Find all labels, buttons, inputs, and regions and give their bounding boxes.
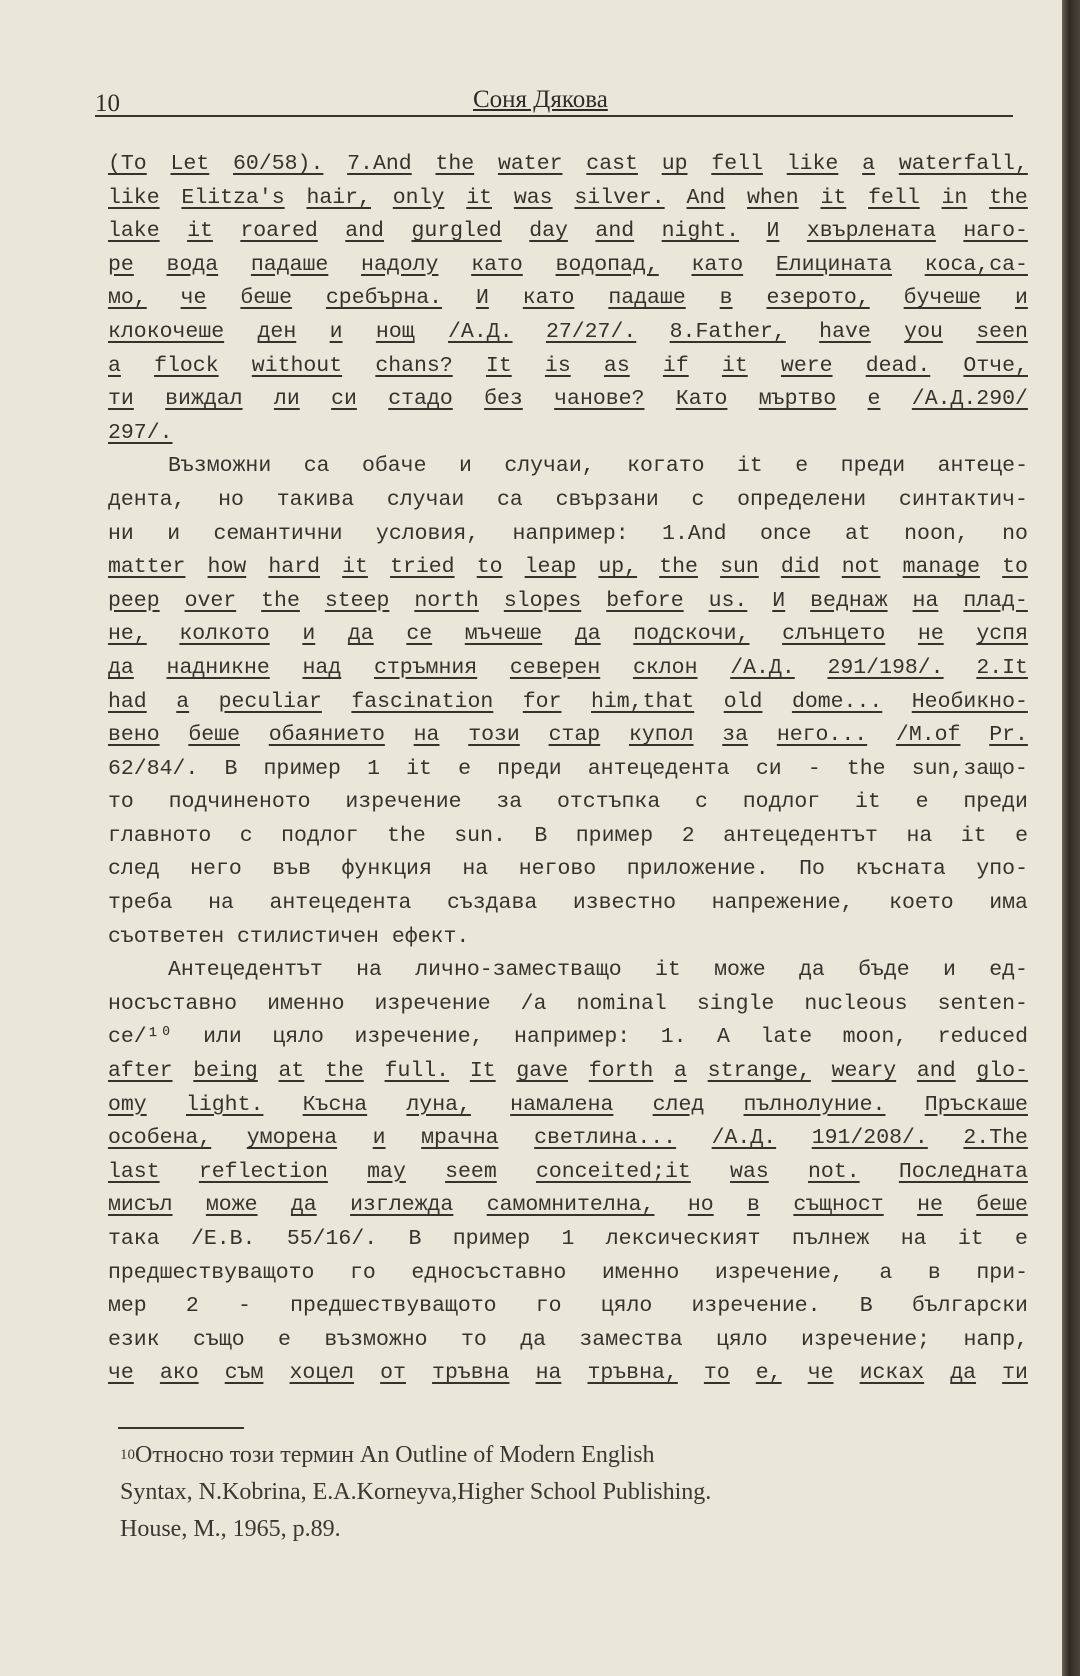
text-line: така /Е.В. 55/16/. В пример 1 лексическият пълнеж на it е: [108, 1227, 1028, 1251]
paragraph: [108, 450, 1028, 954]
text-line: Антецедентът на лично-заместващо it може да бъде и ед-: [168, 958, 1028, 983]
text-line: мо, че беше сребърна. И като падаше в езерото, бучеше и: [108, 286, 1028, 311]
paragraph: [108, 954, 1028, 1391]
text-line: like Elitza's hair, only it was silver. And when it fell in the: [108, 185, 1028, 210]
text-line: особена, уморена и мрачна светлина... /А.Д. 191/208/. 2.The: [108, 1126, 1028, 1151]
text-line: носъставно именно изречение /a nominal single nucleous senten-: [108, 991, 1028, 1016]
text-line: че ако съм хоцел от тръвна на тръвна, то е, че исках да ти: [108, 1361, 1028, 1386]
text-line: дента, но такива случаи са свързани с определени синтактич-: [108, 487, 1028, 512]
text-line: ни и семантични условия, например: 1.And once at noon, no: [108, 521, 1028, 546]
text-line: lake it roared and gurgled day and night. И хвърлената наго-: [108, 219, 1028, 244]
text-line: a flock without chans? It is as if it were dead. Отче,: [108, 353, 1028, 378]
text-line: треба на антецедента създава известно напрежение, което има: [108, 891, 1028, 916]
text-line: то подчиненото изречение за отстъпка с подлог it е преди: [108, 790, 1028, 815]
text-line: клокочеше ден и нощ /А.Д. 27/27/. 8.Father, have you seen: [108, 319, 1028, 344]
text-line: 297/.: [108, 420, 173, 445]
text-line: главното с подлог the sun. В пример 2 антецедентът на it е: [108, 823, 1028, 848]
page-number: 10: [95, 90, 120, 117]
text-line: 62/84/. В пример 1 it е преди антецедента си - the sun,защо-: [108, 756, 1028, 781]
text-line: вено беше обаянието на този стар купол за него... /M.of Pr.: [108, 723, 1028, 748]
text-line: съответен стилистичен ефект.: [108, 924, 470, 949]
text-line: език също е възможно то да замества цяло изречение; напр,: [108, 1327, 1028, 1352]
text-line: след него във функция на негово приложение. По късната упо-: [108, 857, 1028, 882]
paragraph: [108, 148, 1028, 450]
text-line: after being at the full. It gave forth a strange, weary and glo-: [108, 1059, 1028, 1084]
text-line: мисъл може да изглежда самомнителна, но в същност не беше: [108, 1193, 1028, 1218]
text-line: had a peculiar fascination for him,that old dome... Необикно-: [108, 689, 1028, 714]
header-rule: [95, 115, 1013, 117]
footnote-rule: [118, 1427, 244, 1429]
text-line: мер 2 - предшествуващото го цяло изречение. В български: [108, 1294, 1028, 1319]
text-line: last reflection may seem conceited;it was not. Последната: [108, 1159, 1028, 1184]
text-line: да надникне над стръмния северен склон /А.Д. 291/198/. 2.It: [108, 655, 1028, 680]
text-line: peep over the steep north slopes before us. И веднаж на плад-: [108, 588, 1028, 613]
text-line: Възможни са обаче и случаи, когато it е преди антеце-: [168, 454, 1028, 479]
text-line: не, колкото и да се мъчеше да подскочи, слънцето не успя: [108, 622, 1028, 647]
text-line: (To Let 60/58). 7.And the water cast up fell like a waterfall,: [108, 152, 1028, 176]
footnote: [120, 1437, 1050, 1548]
main-text: [108, 148, 1028, 1391]
running-title: Соня Дякова: [473, 86, 608, 113]
footnote-line: Syntax, N.Kobrina, E.A.Korneyva,Higher School Publishing.: [120, 1479, 712, 1505]
text-line: ти виждал ли си стадо без чанове? Като мъртво е /А.Д.290/: [108, 387, 1028, 412]
text-line: предшествуващото го едносъставно именно изречение, а в при-: [108, 1260, 1028, 1285]
footnote-line: 10 Относно този термин An Outline of Modern English: [120, 1437, 1050, 1474]
footnote-line: House, M., 1965, p.89.: [120, 1516, 341, 1542]
footnote-marker: 10: [120, 1447, 135, 1463]
text-line: ре вода падаше надолу като водопад, като Елицината коса,са-: [108, 252, 1028, 277]
text-line: omy light. Късна луна, намалена след пълнолуние. Пръскаше: [108, 1092, 1028, 1117]
text-line: ce/¹⁰ или цяло изречение, например: 1. A late moon, reduced: [108, 1025, 1028, 1050]
page-header: [95, 84, 1013, 118]
text-line: matter how hard it tried to leap up, the sun did not manage to: [108, 555, 1028, 580]
page-edge-shadow: [1062, 0, 1080, 1676]
